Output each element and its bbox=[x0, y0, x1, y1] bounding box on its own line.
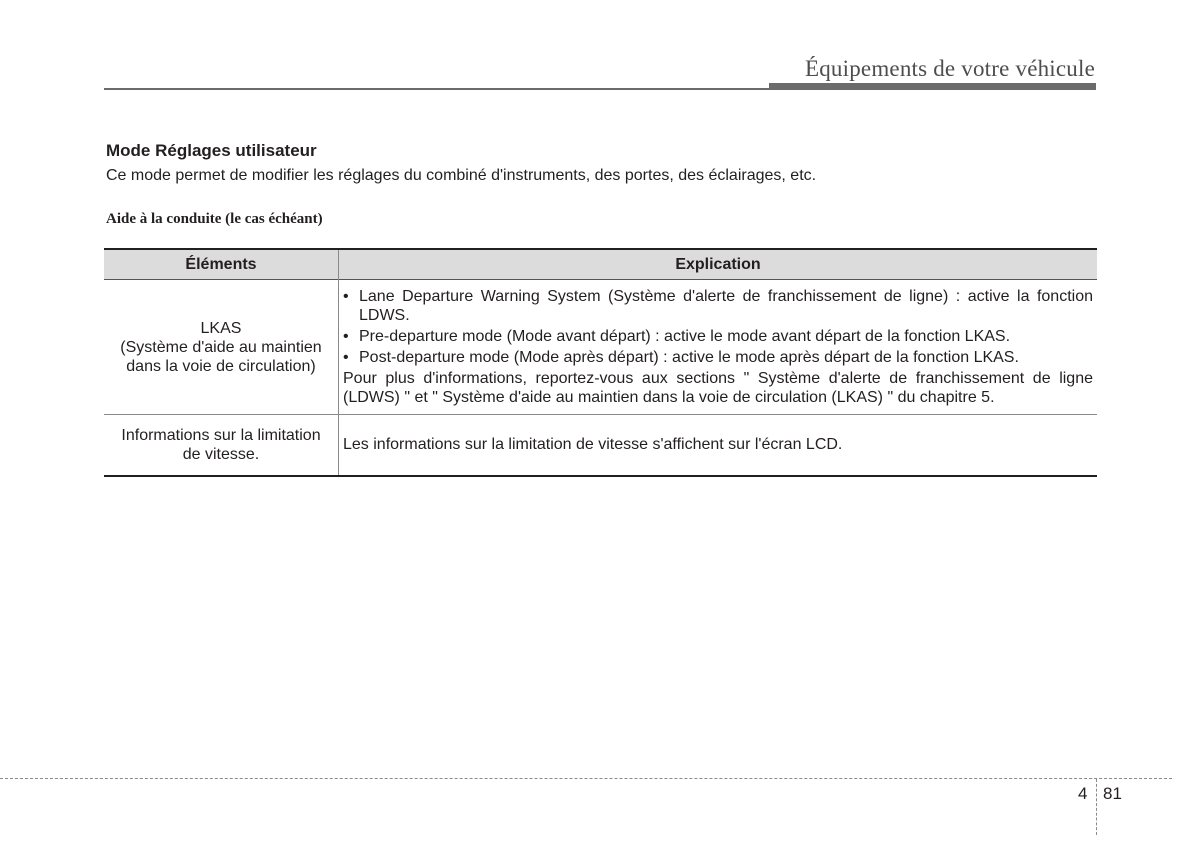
item-label-line: (Système d'aide au maintien bbox=[120, 338, 322, 356]
features-table bbox=[104, 248, 1097, 477]
page-number: 81 bbox=[1103, 784, 1122, 803]
item-label-line: dans la voie de circulation) bbox=[126, 357, 316, 375]
item-label-line: de vitesse. bbox=[182, 446, 260, 463]
explanation-note: Pour plus d'informations, reportez-vous aux sections " Système d'alerte de franchissement de ligne (LDWS) " et " Système d'aide au maintien dans la voie de circulation (LKAS) " du chapitre 5. bbox=[343, 369, 1093, 406]
bullet-item bbox=[343, 287, 1093, 325]
bullet-icon: • bbox=[343, 287, 349, 305]
item-cell-speed-limit bbox=[104, 415, 339, 477]
header-rule bbox=[104, 88, 770, 90]
chapter-number: 4 bbox=[1078, 784, 1088, 803]
table-caption: Aide à la conduite (le cas échéant) bbox=[106, 211, 323, 227]
footer-rule bbox=[0, 778, 1172, 779]
item-label-line: Informations sur la limitation bbox=[121, 427, 321, 444]
explanation-cell-lkas bbox=[339, 280, 1098, 415]
section-heading: Mode Réglages utilisateur bbox=[106, 141, 317, 160]
bullet-item bbox=[343, 327, 1093, 346]
bullet-text: Post-departure mode (Mode après départ) : active le mode après départ de la fonction LKAS. bbox=[359, 348, 1019, 366]
bullet-item bbox=[343, 348, 1093, 367]
column-header-explication: Explication bbox=[339, 249, 1098, 280]
bullet-text: Lane Departure Warning System (Système d'alerte de franchissement de ligne) : active la fonction LDWS. bbox=[359, 287, 1093, 324]
table-row-lkas bbox=[104, 280, 1097, 415]
bullet-text: Pre-departure mode (Mode avant départ) : active le mode avant départ de la fonction LKAS. bbox=[359, 327, 1011, 345]
item-label-line: LKAS bbox=[200, 319, 242, 337]
table-row-speed-limit bbox=[104, 415, 1097, 477]
explanation-cell-speed-limit: Les informations sur la limitation de vitesse s'affichent sur l'écran LCD. bbox=[339, 415, 1098, 477]
bullet-icon: • bbox=[343, 327, 349, 345]
item-cell-lkas bbox=[104, 280, 339, 415]
footer-separator bbox=[1096, 779, 1097, 835]
table-header-row bbox=[104, 249, 1097, 280]
bullet-icon: • bbox=[343, 348, 349, 366]
page-header-title: Équipements de votre véhicule bbox=[804, 56, 1095, 81]
section-description: Ce mode permet de modifier les réglages du combiné d'instruments, des portes, des éclairages, etc. bbox=[106, 167, 817, 184]
column-header-elements: Éléments bbox=[185, 256, 257, 273]
header-rule-accent bbox=[769, 83, 1096, 90]
